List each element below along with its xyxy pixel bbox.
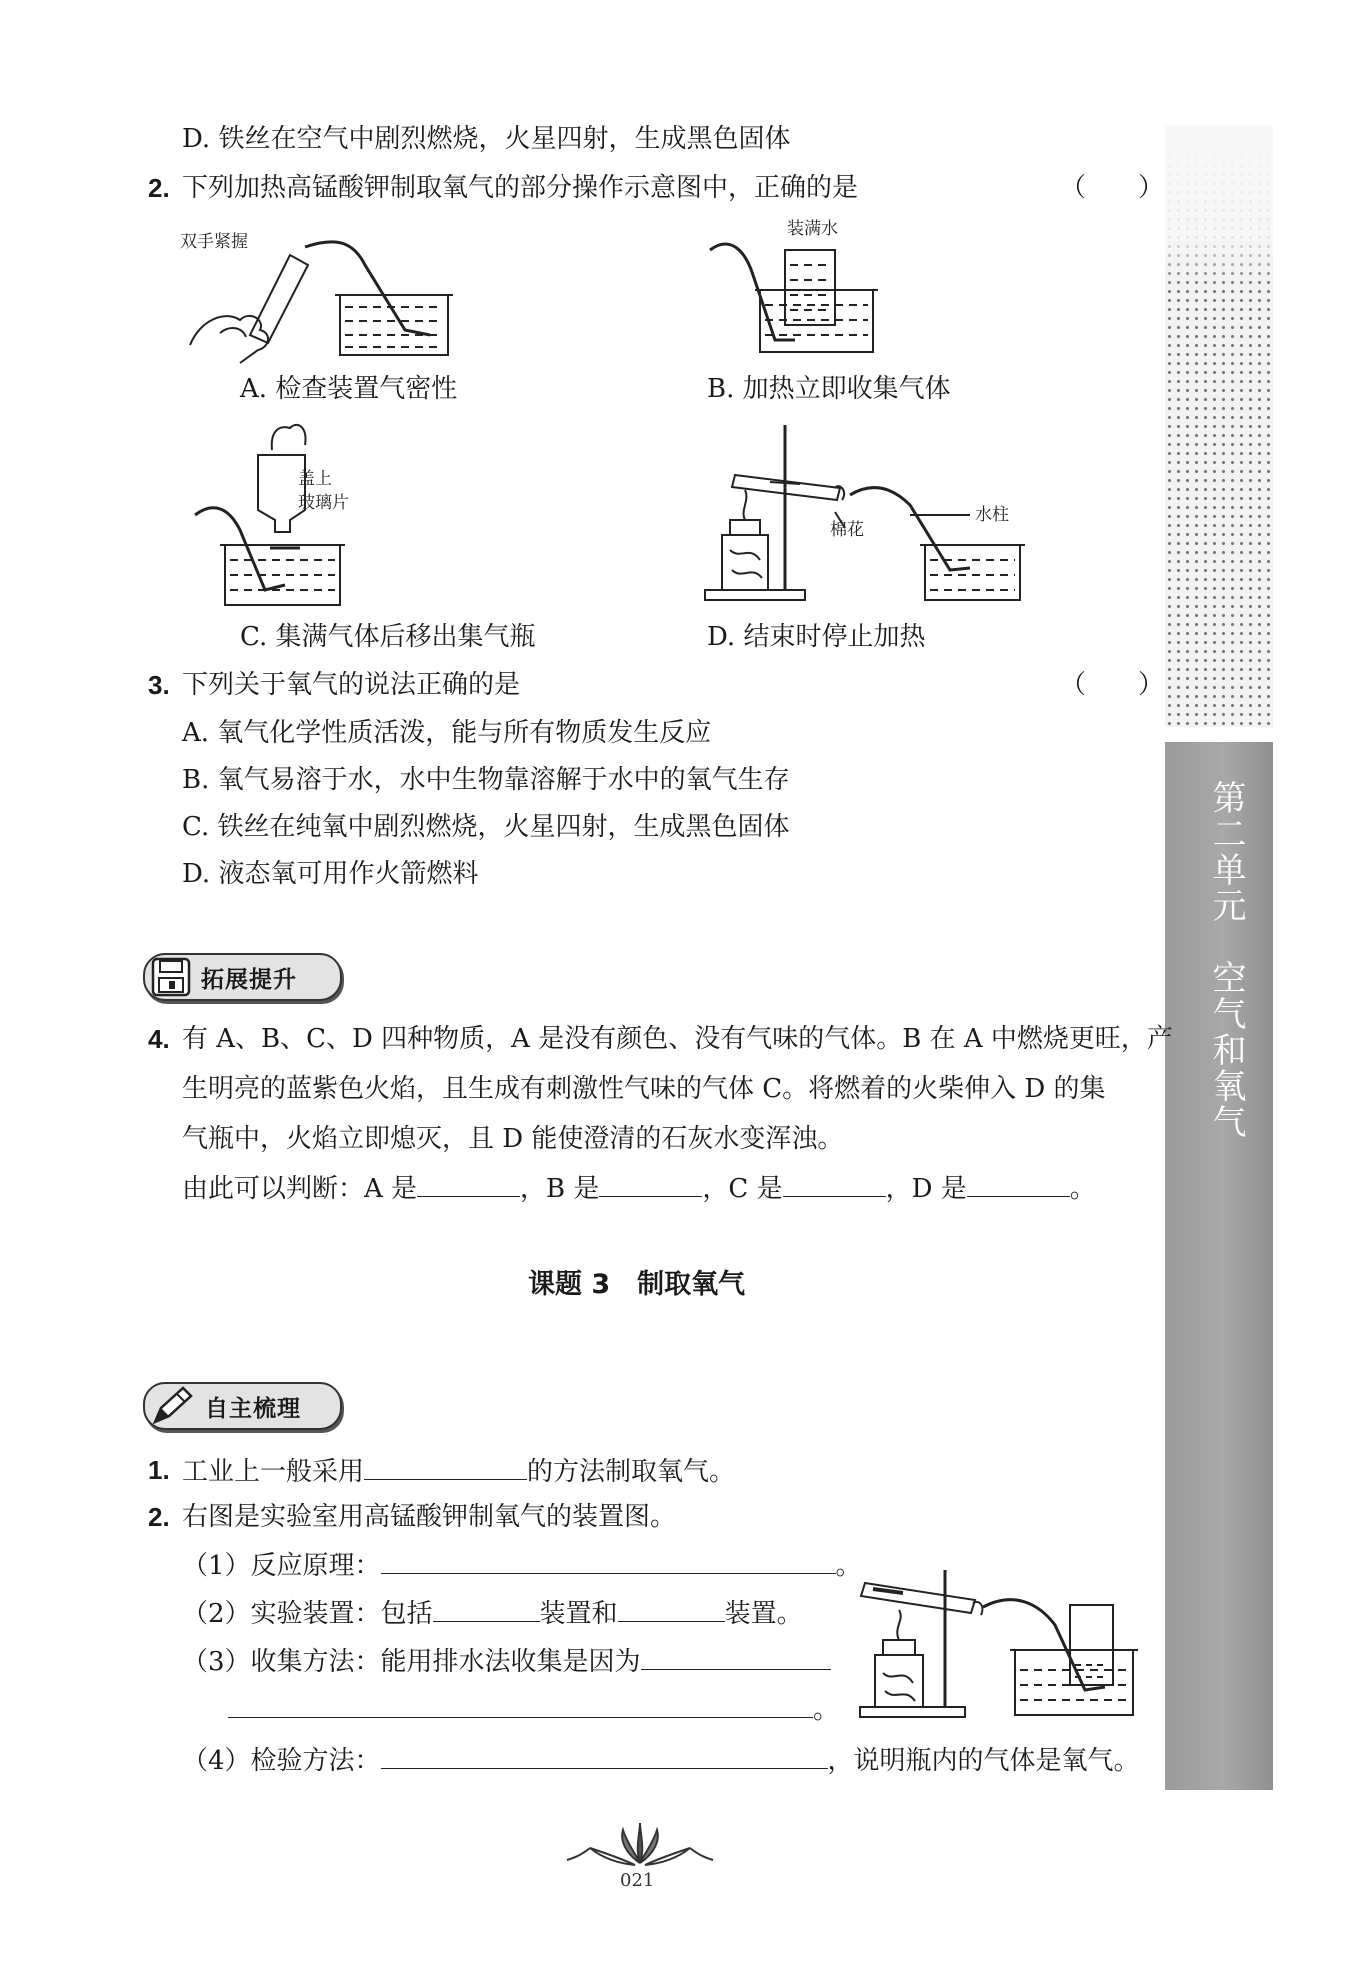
label-cover: 盖上 xyxy=(298,469,332,489)
s2-part-3-cont xyxy=(228,1691,839,1727)
s2-part-2-mid: 装置和 xyxy=(539,1599,618,1629)
s2-part-4 xyxy=(182,1742,1140,1778)
s2-part-3-end: 。 xyxy=(813,1695,840,1725)
s2-part-3-prefix: （3）收集方法：能用排水法收集是因为 xyxy=(182,1647,641,1677)
q3-option-b: B. 氧气易溶于水，水中生物靠溶解于水中的氧气生存 xyxy=(182,765,790,795)
s1-suffix: 的方法制取氧气。 xyxy=(527,1457,736,1487)
label-hold-tight: 双手紧握 xyxy=(180,232,248,252)
figure-b-collect xyxy=(695,220,925,360)
q2-option-b: B. 加热立即收集气体 xyxy=(707,374,951,404)
section-label-expand: 拓展提升 xyxy=(201,966,297,993)
q3-option-c: C. 铁丝在纯氧中剧烈燃烧，火星四射，生成黑色固体 xyxy=(182,812,790,842)
q4-line-3: 气瓶中，火焰立即熄灭，且 D 能使澄清的石灰水变浑浊。 xyxy=(182,1124,844,1154)
s1-line xyxy=(182,1453,735,1489)
section-badge-self xyxy=(143,1382,342,1430)
blank-a[interactable] xyxy=(417,1170,520,1197)
q2-number: 2. xyxy=(148,173,170,203)
figure-c-remove-bottle xyxy=(180,420,460,605)
q4-line-4-prefix: 由此可以判断：A 是 xyxy=(182,1174,418,1204)
sidebar-decoration xyxy=(1165,125,1273,727)
footer-ornament-icon xyxy=(565,1818,715,1878)
figure-a-airtightness xyxy=(180,225,460,365)
s2-number: 2. xyxy=(148,1502,170,1532)
s2-part-3 xyxy=(182,1643,831,1679)
label-full-water: 装满水 xyxy=(787,219,838,239)
label-water-column: 水柱 xyxy=(975,505,1009,525)
q2-answer-paren: （ ） xyxy=(1060,173,1165,203)
figure-d-stop-heating xyxy=(700,420,1040,610)
blank-c[interactable] xyxy=(783,1170,886,1197)
q4-line-2: 生明亮的蓝紫色火焰，且生成有刺激性气味的气体 C。将燃着的火柴伸入 D 的集 xyxy=(182,1074,1106,1104)
q4-line-1: 有 A、B、C、D 四种物质，A 是没有颜色、没有气味的气体。B 在 A 中燃烧更旺，产 xyxy=(182,1024,1173,1054)
figure-kmno4-apparatus xyxy=(855,1565,1140,1725)
q3-text: 下列关于氧气的说法正确的是 xyxy=(182,670,521,700)
blank-collection-reason-2[interactable] xyxy=(228,1691,813,1718)
s2-part-2-end: 装置。 xyxy=(724,1599,803,1629)
s2-text: 右图是实验室用高锰酸钾制氧气的装置图。 xyxy=(182,1502,677,1532)
q3-option-d: D. 液态氧可用作火箭燃料 xyxy=(182,859,479,889)
s2-part-1-end: 。 xyxy=(835,1551,862,1581)
label-cotton: 棉花 xyxy=(830,520,864,540)
s2-part-2 xyxy=(182,1595,803,1631)
section-badge-expand xyxy=(143,953,342,1001)
q3-option-a: A. 氧气化学性质活泼，能与所有物质发生反应 xyxy=(182,718,712,748)
s1-number: 1. xyxy=(148,1455,170,1485)
q3-answer-paren: （ ） xyxy=(1060,670,1165,700)
q4-line-4-c-label: ，C 是 xyxy=(702,1174,783,1204)
q2-option-c: C. 集满气体后移出集气瓶 xyxy=(240,622,536,652)
q3-number: 3. xyxy=(148,670,170,700)
blank-reaction-principle[interactable] xyxy=(381,1547,836,1574)
q4-number: 4. xyxy=(148,1024,170,1054)
s2-part-4-prefix: （4）检验方法： xyxy=(182,1746,381,1776)
q2-option-d: D. 结束时停止加热 xyxy=(707,622,926,652)
q4-line-4-b-label: ，B 是 xyxy=(520,1174,600,1204)
s2-part-2-prefix: （2）实验装置：包括 xyxy=(182,1599,433,1629)
blank-apparatus-1[interactable] xyxy=(433,1595,540,1622)
s2-part-4-suffix: ，说明瓶内的气体是氧气。 xyxy=(827,1746,1140,1776)
blank-b[interactable] xyxy=(599,1170,702,1197)
q4-line-4 xyxy=(182,1170,1096,1206)
s1-prefix: 工业上一般采用 xyxy=(182,1457,365,1487)
q2-text: 下列加热高锰酸钾制取氧气的部分操作示意图中，正确的是 xyxy=(182,173,859,203)
blank-collection-reason-1[interactable] xyxy=(641,1643,831,1670)
blank-test-method[interactable] xyxy=(381,1742,828,1769)
pen-icon xyxy=(147,1382,199,1430)
section-label-self: 自主梳理 xyxy=(205,1395,301,1422)
lesson-title: 课题 3 制取氧气 xyxy=(528,1269,746,1300)
q2-option-a: A. 检查装置气密性 xyxy=(240,374,458,404)
blank-d[interactable] xyxy=(967,1170,1070,1197)
label-glass-slide: 玻璃片 xyxy=(298,493,349,513)
page-number: 021 xyxy=(620,1870,655,1891)
q1-option-d: D. 铁丝在空气中剧烈燃烧，火星四射，生成黑色固体 xyxy=(182,124,791,154)
q4-line-4-d-label: ，D 是 xyxy=(885,1174,967,1204)
q4-line-4-end: 。 xyxy=(1069,1174,1096,1204)
s2-part-1-label: （1）反应原理： xyxy=(182,1551,381,1581)
floppy-disk-icon xyxy=(147,953,195,1001)
s2-part-1 xyxy=(182,1547,862,1583)
blank-apparatus-2[interactable] xyxy=(618,1595,725,1622)
blank-industry-method[interactable] xyxy=(364,1453,527,1480)
chapter-title: 第二单元 空气和氧气 xyxy=(1206,780,1246,1140)
